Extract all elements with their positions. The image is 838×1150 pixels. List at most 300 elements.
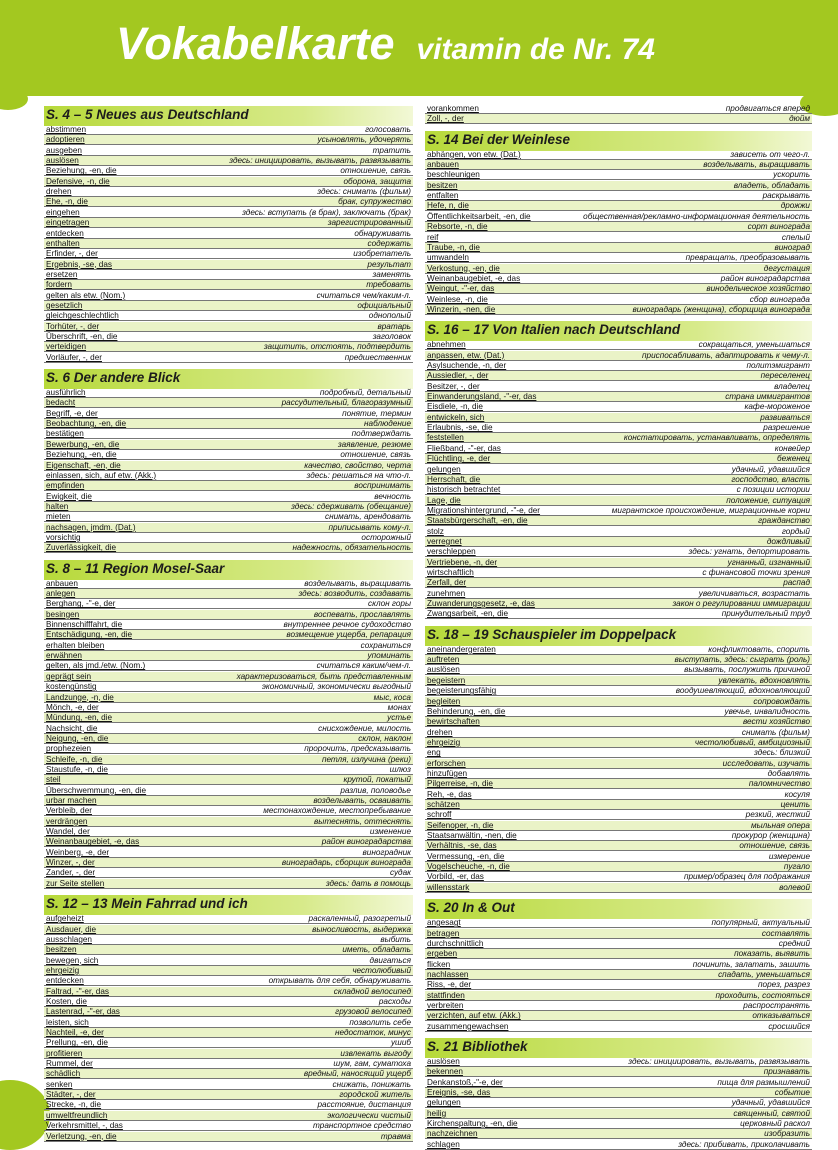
- russian-translation: предшественник: [344, 352, 411, 362]
- german-term: Erlaubnis, -se, die: [427, 423, 493, 433]
- russian-translation: разрешение: [763, 423, 810, 433]
- vocab-row: [44, 755, 413, 765]
- german-term: durchschnittlich: [427, 938, 484, 948]
- russian-translation: угнанный, изгнанный: [727, 557, 810, 567]
- german-term: Zwangsarbeit, -en, die: [427, 609, 509, 619]
- german-term: leisten, sich: [46, 1017, 89, 1027]
- vocab-row: [44, 945, 413, 955]
- vocab-row: [425, 883, 812, 893]
- german-term: auslösen: [427, 1057, 460, 1066]
- russian-translation: здесь: сдерживать (обещание): [291, 501, 411, 511]
- vocab-row: [425, 800, 812, 810]
- vocab-row: [44, 775, 413, 785]
- german-term: begeistern: [427, 675, 466, 685]
- russian-translation: сопровождать: [753, 696, 810, 706]
- vocab-row: [425, 361, 812, 371]
- german-term: wirtschaftlich: [427, 568, 474, 577]
- german-term: umweltfreundlich: [46, 1110, 108, 1120]
- vocab-row: [44, 135, 413, 145]
- vocab-row: [425, 201, 812, 211]
- german-term: Begriff, -e, der: [46, 408, 98, 418]
- vocab-row: [425, 665, 812, 675]
- russian-translation: дрожжи: [780, 201, 810, 211]
- german-term: begeisterungsfähig: [427, 686, 497, 696]
- vocab-row: [44, 322, 413, 332]
- vocab-row: [425, 697, 812, 707]
- russian-translation: вытеснять, оттеснять: [314, 816, 411, 826]
- section-heading: [425, 626, 812, 646]
- vocab-row: [425, 578, 812, 588]
- russian-translation: продвигаться вперед: [725, 104, 810, 113]
- german-term: erforschen: [427, 758, 466, 768]
- russian-translation: переселенец: [760, 371, 810, 381]
- german-term: Vertriebene, -n, der: [427, 557, 498, 567]
- russian-translation: увеличиваться, возрастать: [698, 588, 810, 598]
- german-term: Weinanbaugebiet, -e, das: [427, 273, 521, 283]
- german-term: Städter, -, der: [46, 1090, 96, 1100]
- russian-translation: виноградник: [362, 847, 411, 857]
- section-title: S. 12 – 13 Mein Fahrrad und ich: [46, 896, 248, 912]
- german-term: Entschädigung, -en, die: [46, 630, 133, 640]
- russian-translation: снисхождение, милость: [318, 723, 411, 733]
- german-term: Beziehung, -en, die: [46, 450, 117, 460]
- vocab-row: [44, 682, 413, 692]
- german-term: Denkanstoß,-"-e, der: [427, 1077, 503, 1087]
- russian-translation: возделывать, выращивать: [304, 578, 411, 588]
- vocab-row: [425, 738, 812, 748]
- vocab-row: [425, 351, 812, 361]
- russian-translation: закон о регулировании иммиграции: [672, 599, 810, 609]
- section-heading: [425, 131, 812, 151]
- russian-translation: содержать: [367, 238, 411, 248]
- vocab-row: [425, 506, 812, 516]
- vocab-row: [44, 1090, 413, 1100]
- vocab-row: [425, 918, 812, 928]
- german-term: einlassen, sich, auf etw. (Akk.): [46, 470, 157, 480]
- vocab-row: [44, 471, 413, 481]
- section-heading: [44, 106, 413, 126]
- russian-translation: с финансовой точки зрения: [702, 568, 810, 577]
- russian-translation: пища для размышлений: [717, 1077, 810, 1087]
- vocab-row: [425, 1129, 812, 1139]
- german-term: Lastenrad, -"-er, das: [46, 1007, 120, 1017]
- russian-translation: сросшийся: [768, 1021, 810, 1031]
- russian-translation: снимать (фильм): [741, 727, 810, 737]
- russian-translation: конвейер: [774, 443, 810, 453]
- russian-translation: политэмигрант: [746, 361, 810, 370]
- german-term: adoptieren: [46, 135, 85, 145]
- russian-translation: зависеть от чего-л.: [730, 149, 810, 159]
- russian-translation: заголовок: [372, 332, 411, 341]
- german-term: Staustufe, -n, die: [46, 764, 108, 774]
- vocab-row: [44, 827, 413, 837]
- german-term: Zuwanderungsgesetz, -e, das: [427, 599, 535, 609]
- german-term: stattfinden: [427, 990, 465, 1000]
- russian-translation: официальный: [357, 300, 411, 310]
- russian-translation: надежность, обязательность: [292, 543, 411, 553]
- russian-translation: резкий, жесткий: [745, 810, 810, 820]
- russian-translation: священный, святой: [733, 1108, 810, 1118]
- german-term: eingehen: [46, 207, 80, 217]
- vocab-row: [425, 274, 812, 284]
- russian-translation: волевой: [779, 882, 810, 892]
- vocab-row: [44, 146, 413, 156]
- vocab-row: [44, 765, 413, 775]
- russian-translation: гордый: [781, 526, 810, 536]
- vocab-row: [425, 686, 812, 696]
- vocab-row: [425, 114, 812, 124]
- german-term: entfalten: [427, 191, 459, 201]
- vocab-row: [425, 929, 812, 939]
- german-term: prophezeien: [46, 744, 92, 754]
- russian-translation: выступать, здесь: сыграть (роль): [674, 655, 810, 665]
- vocab-row: [44, 280, 413, 290]
- german-term: Ausdauer, die: [46, 924, 97, 934]
- russian-translation: расходы: [378, 996, 411, 1006]
- vocab-row: [425, 728, 812, 738]
- section-heading: [44, 895, 413, 915]
- german-term: gesetzlich: [46, 300, 83, 310]
- vocab-row: [425, 222, 812, 232]
- german-term: Herrschaft, die: [427, 474, 481, 484]
- russian-translation: принудительный труд: [721, 609, 810, 619]
- german-term: Pilgerreise, -n, die: [427, 779, 493, 789]
- russian-translation: мыс, коса: [373, 692, 411, 702]
- vocab-row: [425, 645, 812, 655]
- german-term: fordern: [46, 280, 72, 290]
- russian-translation: ускорить: [773, 170, 810, 180]
- vocab-row: [44, 342, 413, 352]
- german-term: Zuverlässigkeit, die: [46, 543, 117, 553]
- vocab-row: [44, 311, 413, 321]
- vocab-row: [425, 821, 812, 831]
- vocab-row: [44, 734, 413, 744]
- russian-translation: увлекать, вдохновлять: [718, 675, 810, 685]
- german-term: reif: [427, 232, 439, 242]
- german-term: Weinanbaugebiet, -e, das: [46, 837, 140, 847]
- russian-translation: здесь: снимать (фильм): [317, 187, 411, 197]
- vocab-row: [425, 104, 812, 114]
- russian-translation: спадать, уменьшаться: [718, 969, 810, 979]
- vocab-row: [425, 233, 812, 243]
- vocab-row: [425, 960, 812, 970]
- vocab-row: [425, 160, 812, 170]
- german-term: drehen: [427, 727, 453, 737]
- russian-translation: район виноградарства: [321, 837, 411, 847]
- vocab-row: [425, 939, 812, 949]
- vocab-row: [425, 305, 812, 315]
- vocab-row: [44, 703, 413, 713]
- german-term: Eigenschaft, -en, die: [46, 460, 121, 470]
- russian-translation: господство, власть: [731, 474, 810, 484]
- german-term: gleichgeschlechtlich: [46, 311, 119, 321]
- german-term: Hefe, n, die: [427, 201, 469, 211]
- vocab-row: [44, 641, 413, 651]
- vocab-row: [44, 301, 413, 311]
- russian-translation: внутреннее речное судоходство: [283, 620, 411, 630]
- russian-translation: виноградарь (женщина), сборщица винограда: [632, 304, 810, 314]
- russian-translation: позволить себе: [349, 1017, 411, 1027]
- german-term: stolz: [427, 526, 444, 536]
- russian-translation: паломничество: [748, 779, 810, 789]
- german-term: auslösen: [427, 665, 460, 675]
- vocab-row: [44, 744, 413, 754]
- german-term: Weinberg, -e, der: [46, 847, 110, 857]
- vocab-row: [44, 187, 413, 197]
- german-term: aufgeheizt: [46, 914, 84, 924]
- german-term: Reh, -e, das: [427, 789, 472, 799]
- german-term: ergeben: [427, 949, 458, 959]
- russian-translation: с позиции истории: [736, 485, 810, 495]
- german-term: auftreten: [427, 655, 460, 665]
- russian-translation: здесь: инициировать, вызывать, развязывать: [628, 1057, 810, 1066]
- german-term: Staatsbürgerschaft, -en, die: [427, 516, 528, 526]
- russian-translation: здесь: прибивать, приколачивать: [678, 1139, 810, 1149]
- vocab-row: [425, 568, 812, 578]
- section-heading: [425, 321, 812, 341]
- vocab-row: [425, 284, 812, 294]
- russian-translation: извлекать выгоду: [340, 1048, 411, 1058]
- russian-translation: удачный, удавшийся: [731, 1098, 810, 1108]
- german-term: Strecke, -n, die: [46, 1100, 102, 1110]
- vocab-row: [44, 1111, 413, 1121]
- german-term: gelten als etw. (Nom.): [46, 290, 126, 300]
- vocab-row: [425, 872, 812, 882]
- russian-translation: монах: [387, 702, 411, 712]
- vocab-row: [44, 429, 413, 439]
- russian-translation: понятие, термин: [342, 408, 411, 418]
- german-term: Eisdiele, -n, die: [427, 402, 483, 412]
- section-title: S. 16 – 17 Von Italien nach Deutschland: [427, 322, 681, 338]
- german-term: willensstark: [427, 882, 470, 892]
- russian-translation: судак: [389, 868, 411, 878]
- vocab-row: [44, 1059, 413, 1069]
- russian-translation: ушиб: [390, 1038, 411, 1048]
- vocab-row: [44, 260, 413, 270]
- german-term: Berghang, -"-e, der: [46, 599, 116, 609]
- vocab-row: [44, 879, 413, 889]
- russian-translation: изобразить: [764, 1129, 810, 1139]
- vocab-row: [44, 925, 413, 935]
- vocab-row: [44, 966, 413, 976]
- russian-translation: однополый: [368, 311, 411, 321]
- german-term: Landzunge, -n, die: [46, 692, 114, 702]
- section-title: S. 4 – 5 Neues aus Deutschland: [46, 107, 249, 122]
- vocab-row: [425, 413, 812, 423]
- vocab-row: [425, 516, 812, 526]
- vocab-row: [44, 512, 413, 522]
- german-term: nachlassen: [427, 969, 469, 979]
- vocab-row: [44, 610, 413, 620]
- german-term: historisch betrachtet: [427, 485, 501, 495]
- russian-translation: удачный, удавшийся: [731, 464, 810, 474]
- vocab-row: [425, 779, 812, 789]
- vocab-row: [44, 461, 413, 471]
- german-term: schroff: [427, 810, 452, 820]
- german-term: besitzen: [427, 180, 458, 190]
- vocab-row: [425, 949, 812, 959]
- german-term: vorankommen: [427, 104, 479, 113]
- german-term: schädlich: [46, 1069, 81, 1079]
- german-term: verregnet: [427, 536, 462, 546]
- russian-translation: голосовать: [365, 125, 411, 134]
- vocab-row: [425, 1011, 812, 1021]
- german-term: Mündung, -en, die: [46, 713, 112, 723]
- german-term: kostengünstig: [46, 682, 97, 692]
- russian-translation: экономичный, экономически выгодный: [261, 682, 411, 692]
- section-heading: [44, 560, 413, 580]
- vocab-row: [425, 150, 812, 160]
- russian-translation: распространять: [743, 1000, 810, 1010]
- russian-translation: рассудительный, благоразумный: [281, 398, 411, 408]
- vocab-row: [425, 423, 812, 433]
- vocab-row: [44, 997, 413, 1007]
- vocab-row: [44, 543, 413, 553]
- german-term: eingetragen: [46, 218, 90, 228]
- russian-translation: мыльная опера: [751, 820, 810, 830]
- russian-translation: воспринимать: [354, 481, 411, 491]
- german-term: Prellung, -en, die: [46, 1038, 108, 1048]
- german-term: Zander, -, der: [46, 868, 96, 878]
- russian-translation: увечье, инвалидность: [724, 706, 810, 716]
- german-term: bekennen: [427, 1067, 463, 1077]
- german-term: ersetzen: [46, 269, 78, 279]
- russian-translation: здесь: вступать (в брак), заключать (брак): [242, 207, 411, 217]
- russian-translation: порез, разрез: [758, 980, 810, 990]
- german-term: Staatsanwältin, -nen, die: [427, 831, 517, 841]
- german-term: umwandeln: [427, 253, 469, 263]
- german-term: gelten, als jmd./etw. (Nom.): [46, 661, 146, 671]
- russian-translation: возмещение ущерба, репарация: [286, 630, 411, 640]
- german-term: mieten: [46, 512, 71, 522]
- russian-translation: устье: [387, 713, 411, 723]
- german-term: Kosten, die: [46, 996, 87, 1006]
- russian-translation: обнаруживать: [354, 228, 411, 238]
- german-term: Öffentlichkeitsarbeit, -en, die: [427, 211, 531, 221]
- german-term: bestätigen: [46, 429, 84, 439]
- vocab-row: [44, 868, 413, 878]
- vocab-row: [425, 769, 812, 779]
- german-term: schlagen: [427, 1139, 460, 1149]
- vocab-row: [44, 208, 413, 218]
- vocab-row: [425, 589, 812, 599]
- vocab-row: [425, 496, 812, 506]
- german-term: gelungen: [427, 464, 461, 474]
- german-term: Einwanderungsland, -"-er, das: [427, 392, 537, 402]
- vocab-row: [425, 862, 812, 872]
- vocab-row: [44, 481, 413, 491]
- vocab-row: [44, 492, 413, 502]
- vocab-row: [44, 197, 413, 207]
- german-term: Weingut, -"-er, das: [427, 284, 495, 294]
- russian-translation: виноград: [774, 242, 810, 252]
- section-heading: [44, 369, 413, 389]
- vocab-row: [425, 475, 812, 485]
- section-title: S. 18 – 19 Schauspieler im Doppelpack: [427, 626, 677, 642]
- german-term: nachsagen, jmdm. (Dat.): [46, 522, 136, 532]
- russian-translation: отказываться: [752, 1011, 810, 1021]
- german-term: gelungen: [427, 1098, 461, 1108]
- vocab-row: [44, 229, 413, 239]
- german-term: Weinlese, -n, die: [427, 294, 488, 304]
- russian-translation: зарегистрированный: [327, 218, 411, 228]
- russian-translation: превращать, преобразовывать: [685, 253, 810, 263]
- splash-decoration-bottom: [0, 1080, 50, 1150]
- russian-translation: здесь: решаться на что-л.: [306, 470, 411, 480]
- german-term: ausgeben: [46, 145, 82, 155]
- russian-translation: здесь: дать в помощь: [325, 878, 411, 888]
- russian-translation: спелый: [781, 232, 810, 242]
- russian-translation: заменять: [372, 269, 411, 279]
- russian-translation: отношение, связь: [739, 841, 810, 851]
- russian-translation: крутой, покатый: [343, 775, 411, 785]
- russian-translation: здесь: угнать, депортировать: [688, 547, 810, 557]
- vocab-row: [425, 1109, 812, 1119]
- german-term: Neigung, -en, die: [46, 733, 109, 743]
- russian-translation: местонахождение, местопребывание: [263, 806, 411, 816]
- vocab-row: [44, 848, 413, 858]
- russian-translation: выносливость, выдержка: [312, 924, 411, 934]
- vocab-row: [425, 537, 812, 547]
- vocab-row: [44, 914, 413, 924]
- vocab-row: [44, 156, 413, 166]
- vocab-row: [44, 177, 413, 187]
- vocab-row: [425, 655, 812, 665]
- german-term: anbauen: [46, 578, 78, 588]
- german-term: senken: [46, 1079, 73, 1089]
- vocab-row: [44, 125, 413, 135]
- vocab-row: [425, 1067, 812, 1077]
- german-term: Wandel, der: [46, 827, 90, 837]
- vocab-row: [425, 371, 812, 381]
- russian-translation: брак, супружество: [338, 197, 411, 207]
- german-term: eng: [427, 748, 441, 758]
- vocab-row: [44, 1080, 413, 1090]
- russian-translation: разлив, половодье: [340, 785, 411, 795]
- russian-translation: отношение, связь: [340, 166, 411, 176]
- vocab-row: [425, 485, 812, 495]
- vocab-row: [425, 1088, 812, 1098]
- german-term: abstimmen: [46, 125, 87, 134]
- german-term: erhalten bleiben: [46, 640, 105, 650]
- german-term: anlegen: [46, 589, 76, 598]
- russian-translation: признавать: [763, 1067, 810, 1077]
- vocab-row: [44, 1028, 413, 1038]
- russian-translation: общественная/рекламно-информационная деятельность: [583, 211, 810, 221]
- german-term: ehrgeizig: [46, 965, 80, 975]
- vocab-row: [425, 676, 812, 686]
- vocab-row: [44, 1069, 413, 1079]
- russian-translation: пророчить, предсказывать: [304, 744, 411, 754]
- title-main: Vokabelkarte: [116, 18, 395, 69]
- german-term: halten: [46, 501, 69, 511]
- german-term: auslösen: [46, 156, 79, 166]
- vocab-row: [425, 599, 812, 609]
- vocab-row: [44, 651, 413, 661]
- russian-translation: считаться чем/каким-л.: [316, 290, 411, 300]
- vocab-row: [44, 1018, 413, 1028]
- vocab-row: [44, 1121, 413, 1131]
- german-term: Nachsicht, die: [46, 723, 98, 733]
- german-term: anpassen, etw. (Dat.): [427, 350, 505, 360]
- russian-translation: снимать, арендовать: [324, 512, 411, 522]
- vocab-row: [425, 1140, 812, 1150]
- russian-translation: воодушевляющий, вдохновляющий: [675, 686, 810, 696]
- german-term: verdrängen: [46, 816, 88, 826]
- russian-translation: раскаленный, разогретый: [308, 914, 411, 924]
- russian-translation: владелец: [774, 381, 810, 391]
- russian-translation: дождливый: [766, 536, 810, 546]
